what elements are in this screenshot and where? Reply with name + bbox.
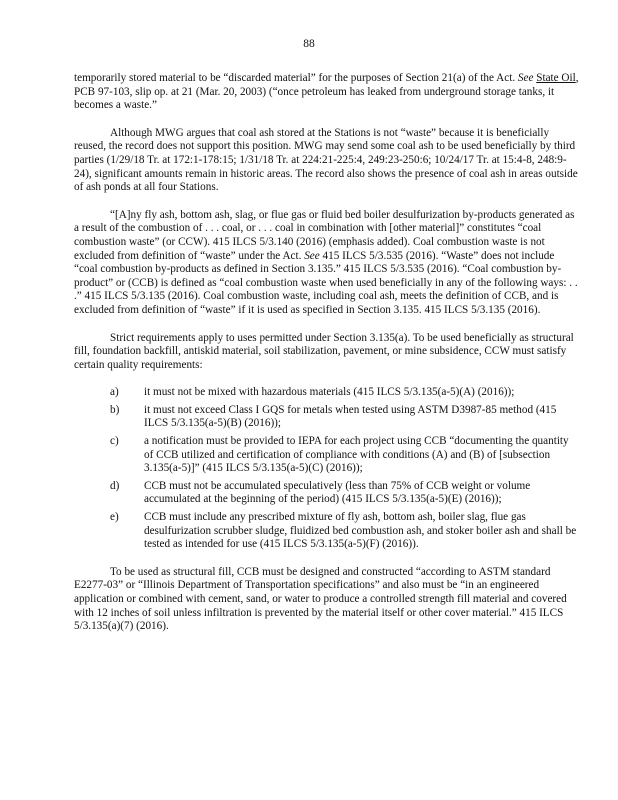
- page-number: 88: [303, 38, 315, 50]
- list-item-text: CCB must not be accumulated speculatively (less than 75% of CCB weight or volume accumulated at the beginning of the period) (415 ILCS 5/3.135(a-5)(E) (2016));: [144, 479, 531, 506]
- list-item: [74, 404, 580, 431]
- paragraph-text: “[A]ny fly ash, bottom ash, slag, or flue gas or fluid bed boiler desulfurization by-products generated as a result of the combustion of . . . coal, or . . . coal in combination with [other material]” constitutes “coal combustion waste” (or CCW). 415 ILCS 5/3.140 (2016) (emphasis added). Coal combustion waste is not excluded from definition of “waste” under the Act.: [74, 208, 575, 262]
- list-marker: a): [110, 386, 119, 399]
- list-item-text: it must not be mixed with hazardous materials (415 ILCS 5/3.135(a-5)(A) (2016));: [144, 386, 515, 399]
- list-item-text: CCB must include any prescribed mixture of fly ash, bottom ash, boiler slag, flue gas desulfurization scrubber sludge, fluidized bed combustion ash, and stoker boiler ash and shall be tested as intended for use (415 ILCS 5/3.135(a-5)(F) (2016)).: [144, 511, 577, 551]
- paragraph-text: temporarily stored material to be “discarded material” for the purposes of Section 21(a) of the Act.: [74, 72, 518, 84]
- list-item: [74, 386, 580, 400]
- paragraph-structural-fill: To be used as structural fill, CCB must be designed and constructed “according to ASTM standard E2277-03” or “Illinois Department of Transportation specifications” and also must be “in an engineered application or combined with cement, sand, or water to produce a controlled strength fill material and covered with 12 inches of soil unless infiltration is prevented by the material itself or other cover material.” 415 ILCS 5/3.135(a)(7) (2016).: [74, 565, 567, 633]
- list-item-text: a notification must be provided to IEPA for each project using CCB “documenting the quantity of CCB utilized and certification of compliance with conditions (A) and (B) of [subsection 3.135(a-5)]” (415 ILCS 5/3.135(a-5)(C) (2016));: [144, 435, 569, 475]
- paragraph-strict-requirements: Strict requirements apply to uses permitted under Section 3.135(a). To be used beneficially as structural fill, foundation backfill, antiskid material, soil stabilization, pavement, or mine subsidence, CCW must satisfy certain quality requirements:: [74, 331, 574, 371]
- document-body: [74, 72, 580, 634]
- paragraph-state-oil-waste: [74, 72, 580, 113]
- paragraph-text: , PCB 97-103, slip op. at 21 (Mar. 20, 2003) (“once petroleum has leaked from underground storage tanks, it becomes a waste.”: [74, 72, 579, 112]
- paragraph-beneficial-reuse: Although MWG argues that coal ash stored at the Stations is not “waste” because it is beneficially reused, the record does not support this position. MWG may send some coal ash to be used beneficially by third parties (1/29/18 Tr. at 172:1-178:15; 1/31/18 Tr. at 224:21-225:4, 249:23-250:6; 10/24/17 Tr. at 15:4-8, 248:9-24), significant amounts remain in historic areas. The record also shows the presence of coal ash in areas outside of ash ponds at all four Stations.: [74, 126, 578, 194]
- list-marker: c): [110, 435, 119, 448]
- list-marker: d): [110, 479, 120, 492]
- list-marker: e): [110, 511, 119, 524]
- paragraph-ccw-definition: [74, 209, 580, 318]
- citation-signal: See: [517, 72, 534, 84]
- paragraph-text: 415 ILCS 5/3.535 (2016). “Waste” does not include “coal combustion by-products as defined in Section 3.135.” 415 ILCS 5/3.535 (2016). “Coal combustion by-product” or (CCB) is defined as “coal combustion waste when used beneficially in any of the following ways: . . .” 415 ILCS 5/3.135 (2016). Coal combustion waste, including coal ash, meets the definition of CCB, and is excluded from definition of “waste” if it is used as specified in Section 3.135. 415 ILCS 5/3.135 (2016).: [74, 249, 578, 316]
- list-marker: b): [110, 403, 120, 416]
- requirements-list: [74, 386, 580, 552]
- list-item: [74, 480, 580, 507]
- list-item-text: it must not exceed Class I GQS for metals when tested using ASTM D3987-85 method (415 ILCS 5/3.135(a-5)(B) (2016));: [144, 403, 557, 430]
- citation-signal: See: [304, 249, 320, 262]
- list-item: [74, 435, 580, 476]
- case-name: State Oil: [536, 72, 576, 84]
- list-item: [74, 511, 580, 552]
